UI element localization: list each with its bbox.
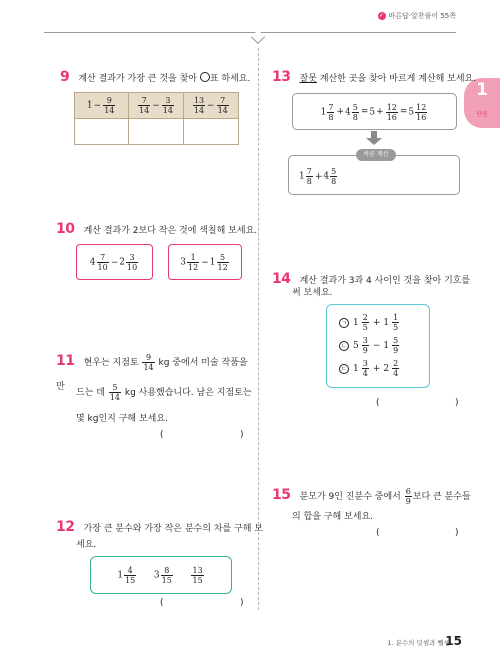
table-header-cell: $\frac{7}{14}$ − $\frac{3}{14}$: [129, 93, 183, 119]
answer-paren-close: ): [240, 430, 244, 440]
table-header-cell: 1− $\frac{9}{14}$: [75, 93, 129, 119]
question-text: 계산 결과가 가장 큰 것을 찾아: [78, 74, 200, 84]
question-10: [56, 218, 257, 242]
question-text: 가장 큰 분수와 가장 작은 분수의 차를 구해 보: [83, 524, 263, 534]
question-14-line2: 써 보세요.: [292, 288, 333, 298]
table-header-cell: $\frac{13}{14}$ − $\frac{7}{14}$: [184, 93, 238, 119]
choice-b[interactable]: ㄴ 5 $\frac{3}{9}$ − 1 $\frac{5}{9}$: [339, 336, 429, 355]
question-number: 13: [272, 69, 291, 85]
question-number: 9: [60, 69, 70, 85]
answer-reference-text: 바른답·알찬풀이 55쪽: [388, 12, 456, 20]
q12-fraction-box: [90, 556, 232, 594]
answer-blank[interactable]: [382, 396, 454, 410]
question-text-end: 표 하세요.: [209, 74, 251, 84]
fraction-item: 1 $\frac{4}{15}$: [117, 566, 136, 585]
question-number: 15: [272, 487, 291, 503]
choice-mark: ㄷ: [339, 364, 349, 374]
question-text: 분모가 9인 진분수 중에서: [299, 492, 404, 502]
q14-choices-box: [326, 304, 430, 388]
question-11-line3: 몇 kg인지 구해 보세요.: [76, 414, 168, 424]
question-15: 15 분모가 9인 진분수 중에서 $\frac{6}{9}$ 보다 큰 분수들: [272, 487, 471, 506]
question-11-line2: 드는 데 $\frac{5}{14}$ kg 사용했습니다. 남은 지점토는: [76, 383, 252, 402]
answer-blank[interactable]: [166, 428, 238, 442]
choice-mark: ㄱ: [339, 318, 349, 328]
question-11: 11 현우는 지점토 $\frac{9}{14}$ kg 중에서 미술 작품을 만: [56, 353, 248, 392]
fraction-item: $\frac{13}{15}$: [192, 566, 203, 585]
question-13: [272, 66, 476, 90]
choice-c[interactable]: ㄷ 1 $\frac{3}{4}$ + 2 $\frac{2}{4}$: [339, 359, 429, 378]
answer-paren-open: (: [160, 598, 164, 608]
answer-reference: [378, 11, 456, 21]
answer-paren-open: (: [376, 528, 380, 538]
choice-mark: ㄴ: [339, 341, 349, 351]
chapter-number: 1: [476, 80, 488, 100]
question-text: 계산한 곳을 찾아 바르게 계산해 보세요.: [316, 74, 477, 84]
header-rule: [44, 32, 456, 33]
answer-cell[interactable]: [75, 119, 129, 145]
q9-table: [74, 92, 239, 145]
circle-mark-icon: [200, 72, 210, 82]
answer-paren-open: (: [160, 430, 164, 440]
choice-a[interactable]: ㄱ 1 $\frac{2}{5}$ + 1 $\frac{1}{5}$: [339, 313, 429, 332]
answer-paren-close: ): [455, 528, 459, 538]
question-12-line2: 세요.: [76, 540, 97, 550]
question-number: 11: [56, 353, 75, 369]
correct-calculation-box[interactable]: 1 $\frac{7}{8}$ +4 $\frac{5}{8}$: [288, 155, 460, 195]
answer-cell[interactable]: [184, 119, 238, 145]
answer-blank[interactable]: [382, 526, 454, 540]
answer-blank[interactable]: [166, 596, 238, 610]
answer-paren-close: ): [455, 398, 459, 408]
page-number: 15: [445, 634, 462, 648]
question-number: 10: [56, 221, 75, 237]
chapter-label: 단원: [476, 111, 488, 118]
correct-calculation-label: 바른 계산: [356, 149, 396, 161]
question-number: 14: [272, 271, 291, 287]
check-icon: ✓: [379, 12, 385, 19]
answer-cell[interactable]: [129, 119, 183, 145]
fraction-item: 3 $\frac{8}{15}$: [153, 566, 172, 585]
emphasis-word: 잘못: [299, 74, 317, 84]
down-arrow-head-icon: [366, 138, 382, 145]
question-9: [60, 66, 250, 90]
q10-option-1[interactable]: 4 $\frac{7}{10}$ −2 $\frac{3}{10}$: [76, 244, 153, 280]
question-text: 계산 결과가 3과 4 사이인 것을 찾아 기호를: [299, 276, 471, 286]
fraction: $\frac{6}{9}$: [405, 487, 411, 506]
answer-paren-open: (: [376, 398, 380, 408]
q10-option-2[interactable]: 3 $\frac{1}{12}$ −1 $\frac{5}{12}$: [168, 244, 242, 280]
question-number: 12: [56, 519, 75, 535]
question-15-line2: 의 합을 구해 보세요.: [292, 512, 373, 522]
fraction: $\frac{9}{14}$: [143, 353, 154, 372]
answer-paren-close: ): [240, 598, 244, 608]
fraction: $\frac{5}{14}$: [109, 383, 120, 402]
question-text: 계산 결과가 2보다 작은 것에 색칠해 보세요.: [83, 226, 258, 236]
wrong-calculation-box: 1 $\frac{7}{8}$ +4 $\frac{5}{8}$ =5+ $\frac{12}{16}$ =5 $\frac{12}{16}$: [292, 93, 457, 130]
footer-section: 1. 분수의 덧셈과 뺄셈: [387, 639, 450, 647]
question-text: 현우는 지점토: [83, 358, 142, 368]
